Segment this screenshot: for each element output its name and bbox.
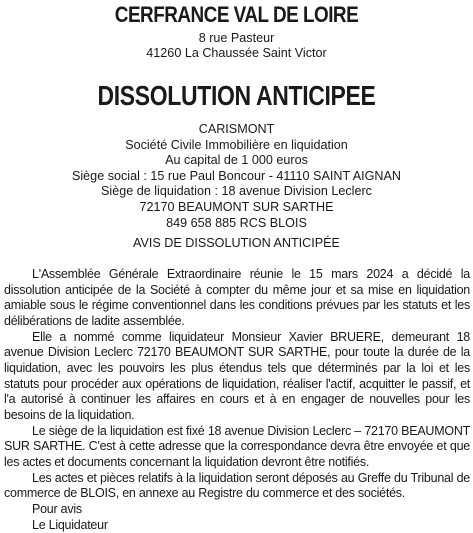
paragraph-filing: Les actes et pièces relatifs à la liquidation seront déposés au Greffe du Tribunal de commerce de BLOIS, en annexe au Registre du commerce et des sociétés.: [4, 471, 470, 502]
closing: Pour avis: [4, 502, 470, 518]
paragraph-liquidator: Elle a nommé comme liquidateur Monsieur Xavier BRUERE, demeurant 18 avenue Division Leclerc 72170 BEAUMONT SUR SARTHE, pour toute la durée de la liquidation, avec les pouvoirs les plus étendus tels que déterminés par la loi et les statuts pour procéder aux opérations de liquidation, réaliser l'actif, acquitter le passif, et l'a autorisé à continuer les affaires en cours et à en engager de nouvelles pour les besoins de la liquidation.: [4, 330, 470, 424]
company-block: [0, 122, 473, 231]
firm-address-street: 8 rue Pasteur: [0, 31, 473, 46]
company-form: Société Civile Immobilière en liquidation: [0, 138, 473, 154]
notice-title: DISSOLUTION ANTICIPEE: [43, 80, 431, 112]
paragraph-dissolution: L'Assemblée Générale Extraordinaire réunie le 15 mars 2024 a décidé la dissolution anticipée de la Société à compter du même jour et sa mise en liquidation amiable sous le régime conventionnel dans les conditions prévues par les statuts et les délibérations de ladite assemblée.: [4, 267, 470, 330]
notice-body: [4, 267, 470, 533]
rcs-number: 849 658 885 RCS BLOIS: [0, 216, 473, 232]
company-capital: Au capital de 1 000 euros: [0, 153, 473, 169]
firm-address: [0, 31, 473, 61]
liquidation-city: 72170 BEAUMONT SUR SARTHE: [0, 200, 473, 216]
company-name: CARISMONT: [0, 122, 473, 138]
registered-office: Siège social : 15 rue Paul Boncour - 41110 SAINT AIGNAN: [0, 169, 473, 185]
liquidation-office: Siège de liquidation : 18 avenue Division Leclerc: [0, 184, 473, 200]
signature: Le Liquidateur: [4, 518, 470, 533]
firm-name: CERFRANCE VAL DE LOIRE: [33, 2, 440, 28]
avis-heading: AVIS DE DISSOLUTION ANTICIPÉE: [0, 236, 473, 251]
firm-address-city: 41260 La Chaussée Saint Victor: [0, 46, 473, 61]
paragraph-liquidation-seat: Le siège de la liquidation est fixé 18 avenue Division Leclerc – 72170 BEAUMONT SUR SARTHE. C'est à cette adresse que la correspondance devra être envoyée et que les actes et documents concernant la liquidation devront être notifiés.: [4, 424, 470, 471]
